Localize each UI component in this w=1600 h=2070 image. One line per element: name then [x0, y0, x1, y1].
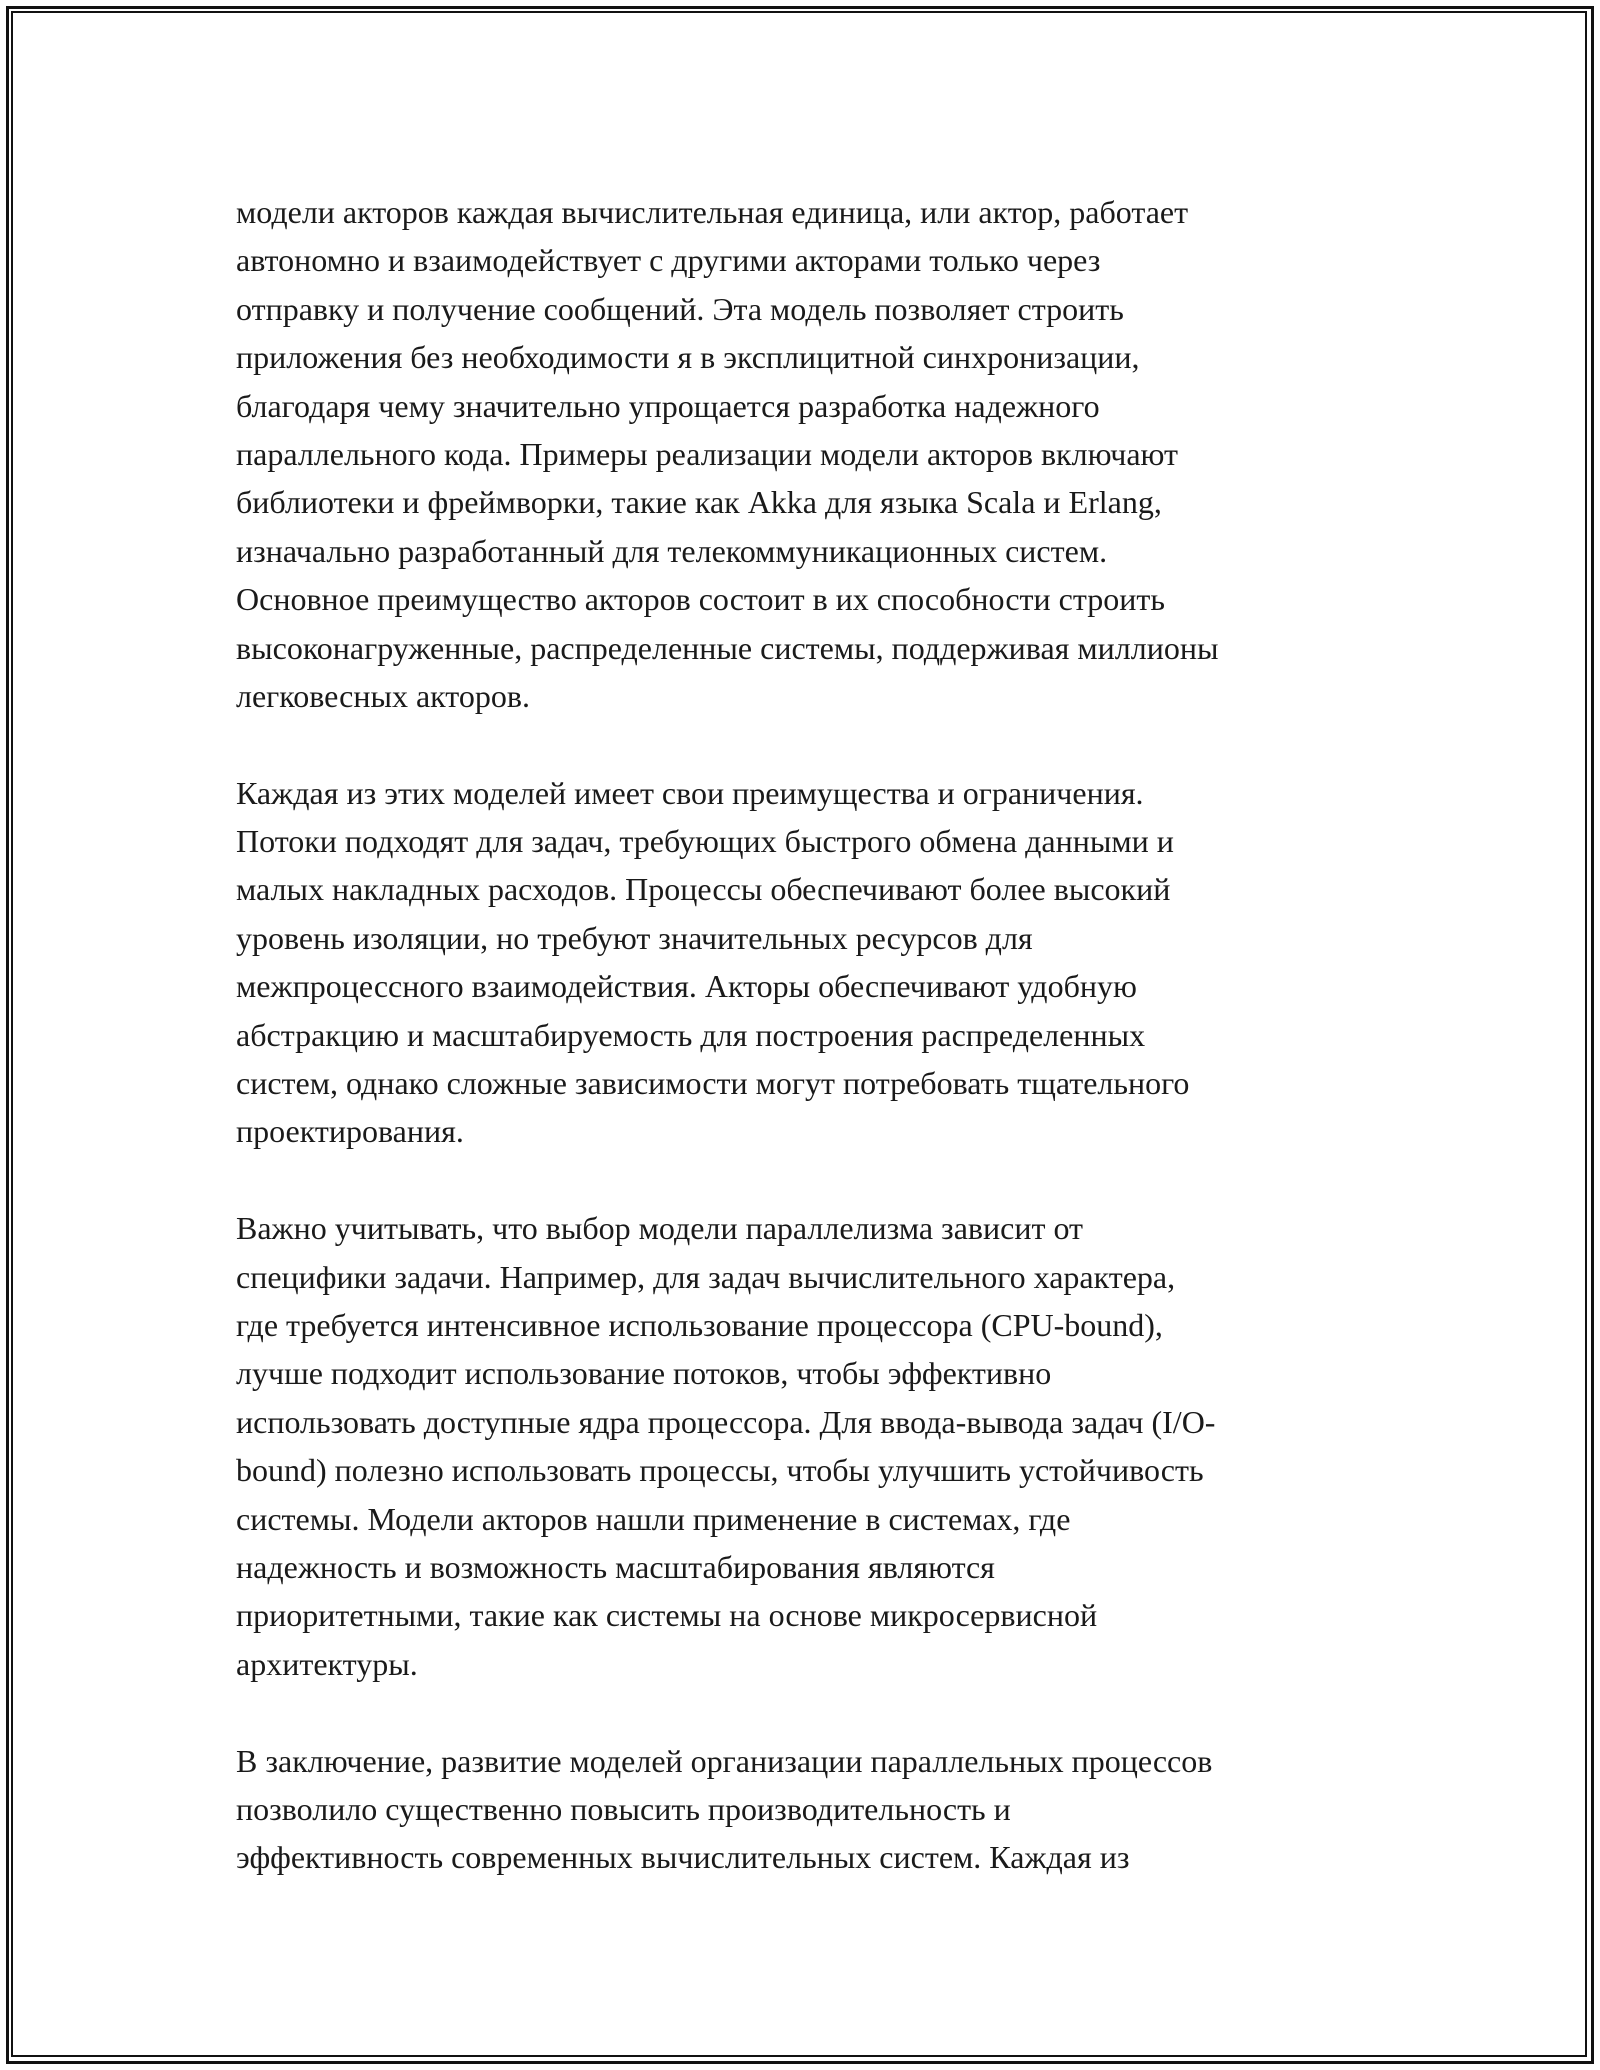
text-line: приоритетными, такие как системы на основе микросервисной [236, 1597, 1098, 1634]
text-line: малых накладных расходов. Процессы обеспечивают более высокий [236, 871, 1171, 908]
text-line: Важно учитывать, что выбор модели параллелизма зависит от [236, 1210, 1083, 1247]
text-line: Основное преимущество акторов состоит в их способности строить [236, 581, 1165, 618]
text-line: архитектуры. [236, 1645, 418, 1682]
text-line: легковесных акторов. [236, 677, 530, 714]
text-line: уровень изоляции, но требуют значительных ресурсов для [236, 919, 1033, 956]
paragraph-choice [236, 1204, 1396, 1688]
text-line: абстракцию и масштабируемость для построения распределенных [236, 1016, 1146, 1053]
paragraph-actors-model [236, 188, 1396, 720]
text-line: Потоки подходят для задач, требующих быстрого обмена данными и [236, 823, 1174, 860]
text-line: проектирования. [236, 1113, 464, 1150]
text-line: изначально разработанный для телекоммуникационных систем. [236, 532, 1108, 569]
text-line: В заключение, развитие моделей организации параллельных процессов [236, 1742, 1213, 1779]
text-line: модели акторов каждая вычислительная единица, или актор, работает [236, 194, 1189, 230]
text-line: благодаря чему значительно упрощается разработка надежного [236, 387, 1100, 424]
text-line: высоконагруженные, распределенные системы, поддерживая миллионы [236, 629, 1219, 666]
text-line: надежность и возможность масштабирования являются [236, 1548, 995, 1585]
text-line: использовать доступные ядра процессора. Для ввода-вывода задач (I/O- [236, 1403, 1216, 1440]
text-line: где требуется интенсивное использование процессора (CPU-bound), [236, 1306, 1163, 1343]
text-line: библиотеки и фреймворки, такие как Akka для языка Scala и Erlang, [236, 484, 1162, 521]
paragraph-comparison [236, 769, 1396, 1156]
text-line: bound) полезно использовать процессы, чтобы улучшить устойчивость [236, 1452, 1204, 1489]
document-body [236, 188, 1396, 1882]
text-line: лучше подходит использование потоков, чтобы эффективно [236, 1355, 1052, 1392]
paragraph-conclusion [236, 1737, 1396, 1882]
text-line: параллельного кода. Примеры реализации модели акторов включают [236, 435, 1179, 472]
text-line: эффективность современных вычислительных систем. Каждая из [236, 1839, 1130, 1876]
text-line: Каждая из этих моделей имеет свои преимущества и ограничения. [236, 774, 1144, 811]
text-line: автономно и взаимодействует с другими акторами только через [236, 242, 1101, 279]
text-line: системы. Модели акторов нашли применение в системах, где [236, 1500, 1071, 1537]
text-line: приложения без необходимости я в эксплицитной синхронизации, [236, 339, 1140, 376]
text-line: отправку и получение сообщений. Эта модель позволяет строить [236, 290, 1124, 327]
text-line: межпроцессного взаимодействия. Акторы обеспечивают удобную [236, 968, 1137, 1005]
text-line: позволило существенно повысить производительность и [236, 1790, 1011, 1827]
text-line: систем, однако сложные зависимости могут потребовать тщательного [236, 1065, 1190, 1102]
text-line: специфики задачи. Например, для задач вычислительного характера, [236, 1258, 1176, 1295]
